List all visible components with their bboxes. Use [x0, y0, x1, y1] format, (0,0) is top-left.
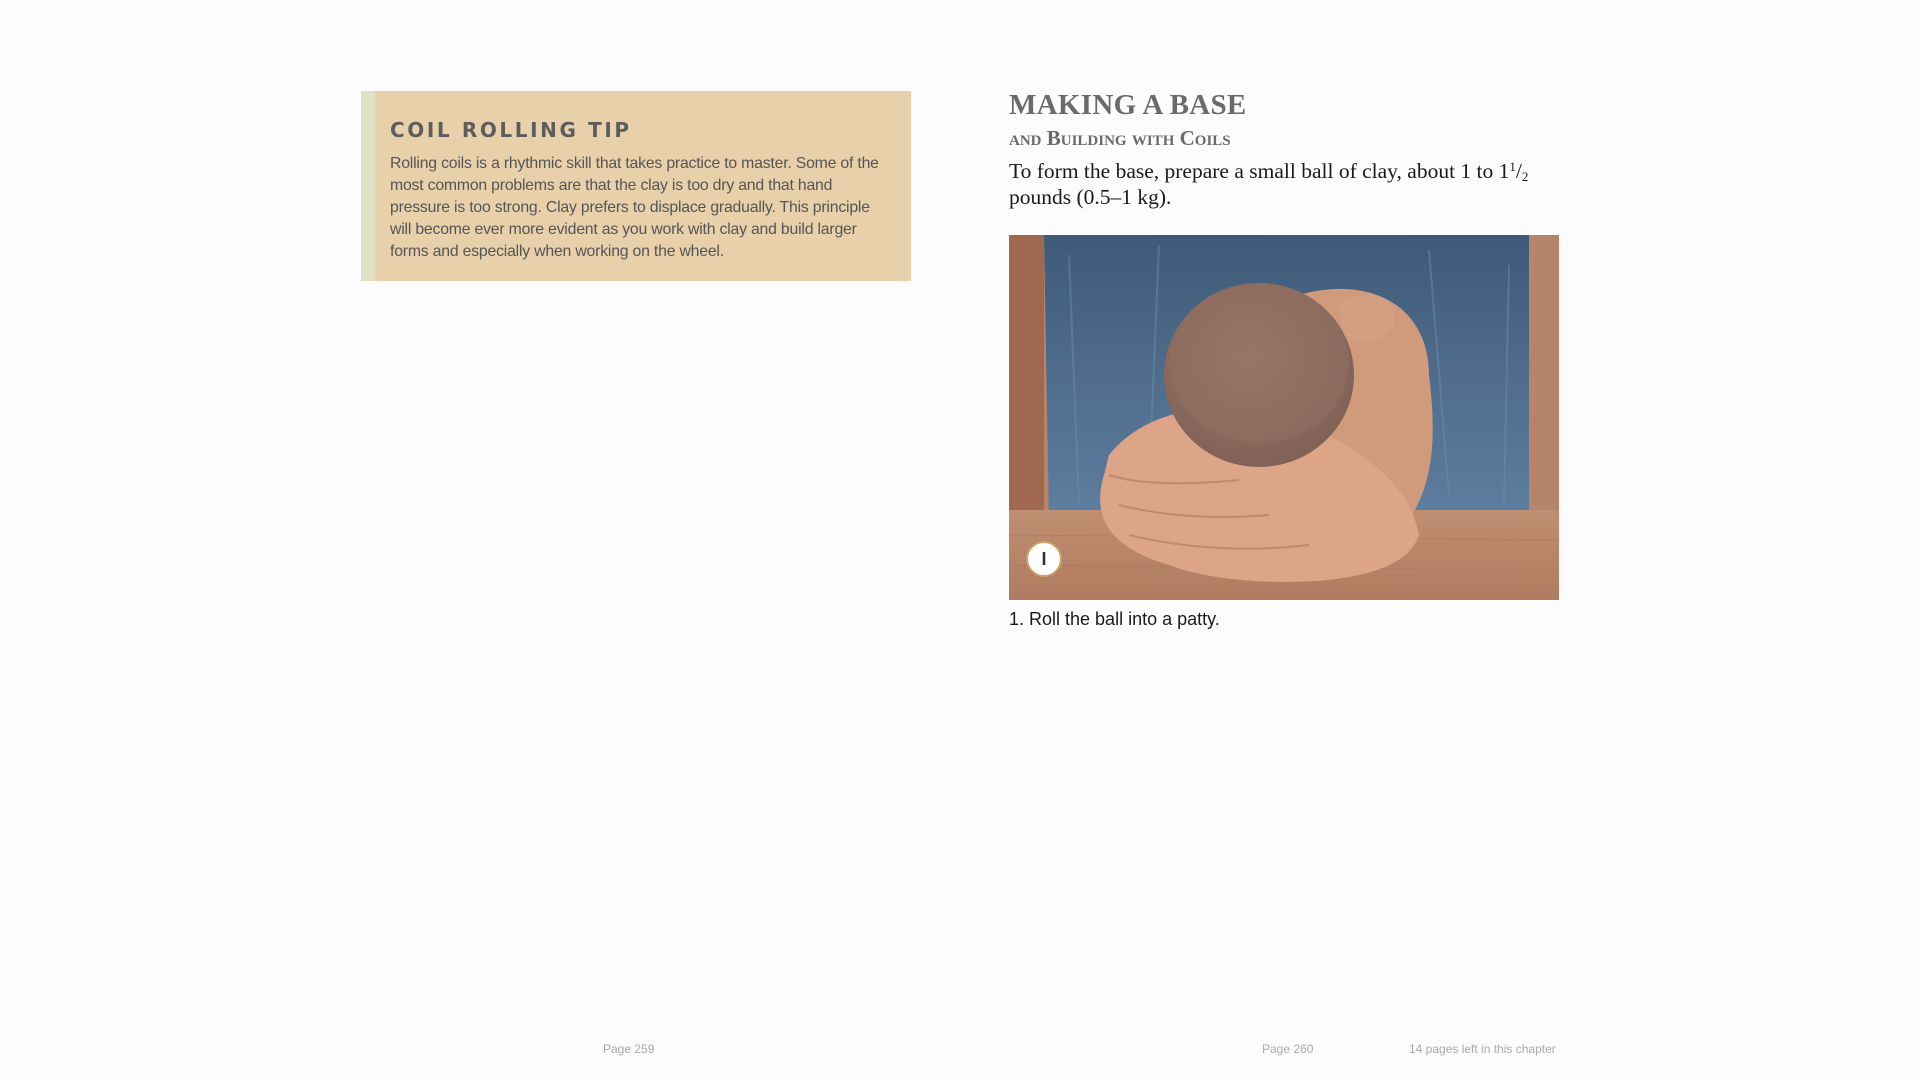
page-number-right: Page 260 [1262, 1042, 1314, 1056]
hands-holding-clay-patty-image [1009, 235, 1559, 600]
section-heading: MAKING A BASE [1009, 89, 1247, 121]
right-page [960, 0, 1920, 1080]
intro-text-start: To form the base, prepare a small ball of clay, about 1 to 1 [1009, 159, 1510, 183]
pages-left-indicator: 14 pages left in this chapter [1409, 1042, 1556, 1056]
page-number-left: Page 259 [603, 1042, 655, 1056]
intro-paragraph [1009, 158, 1569, 210]
coil-rolling-tip-box [361, 91, 911, 281]
tip-body: Rolling coils is a rhythmic skill that takes practice to master. Some of the most common problems are that the clay is too dry and that hand pressure is too strong. Clay prefers to displace gradually. This principle will become ever more evident as you work with clay and build larger forms and especially when working on the wheel. [390, 155, 879, 260]
section-subheading: and Building with Coils [1009, 126, 1231, 150]
photo-caption: 1. Roll the ball into a patty. [1009, 609, 1220, 629]
tip-accent-stripe [361, 91, 375, 281]
intro-text-end: pounds (0.5–1 kg). [1009, 185, 1172, 209]
tip-title: COIL ROLLING TIP [390, 118, 632, 142]
fraction-denominator: 2 [1521, 169, 1529, 184]
fraction-slash: / [1515, 159, 1522, 183]
fraction-numerator: 1 [1509, 159, 1516, 174]
step-number-badge: I [1026, 541, 1062, 577]
step-1-photo [1009, 235, 1559, 600]
